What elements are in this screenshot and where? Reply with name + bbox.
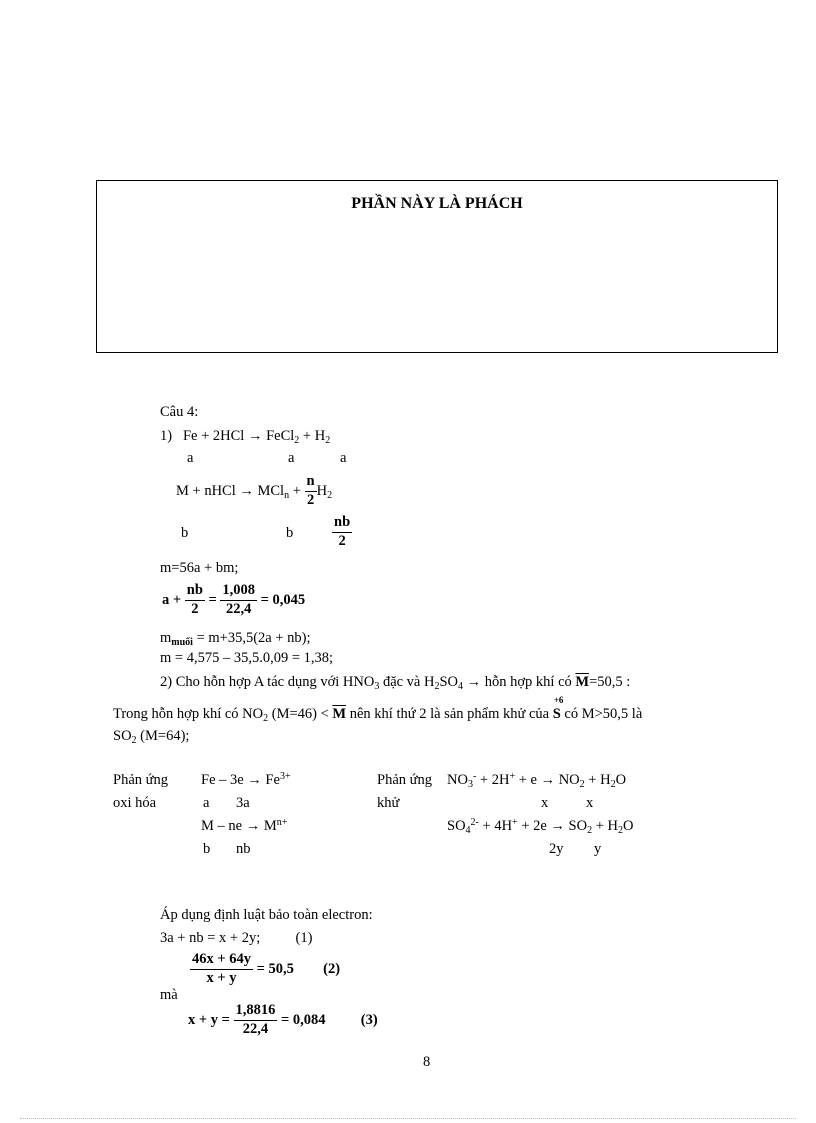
red-eq1-sub2b: 2 <box>610 779 616 790</box>
mass-equation: m=56a + bm; <box>160 560 239 576</box>
red-eq2-plus: + <box>512 817 518 828</box>
eq1-text: Fe + 2HCl → FeCl <box>182 428 295 444</box>
ox-eq1: Fe – 3e → Fe <box>201 772 280 788</box>
red-eq2-sup: 2- <box>470 817 479 828</box>
mole-frac1-num: nb <box>185 583 205 601</box>
salt-sub: muối <box>171 637 193 648</box>
red-eq2-b: + 4H <box>478 818 513 834</box>
red-eq2-d: + H <box>592 818 618 834</box>
eqn2-den: x + y <box>206 969 237 986</box>
mole-frac2 <box>220 583 257 618</box>
eq2-frac2 <box>332 515 352 550</box>
p2-l1-e: =50,5 : <box>589 674 631 690</box>
mass-calculation: m = 4,575 – 35,5.0,09 = 1,38; <box>160 650 334 666</box>
header-box <box>96 180 778 353</box>
ox-eq1-sup: 3+ <box>279 771 291 782</box>
p2-sub4: 4 <box>458 681 464 692</box>
question-heading: Câu 4: <box>160 404 199 420</box>
p2-l1-a: 2) Cho hỗn hợp A tác dụng với HNO <box>160 674 375 690</box>
p2-sub2: 2 <box>434 681 440 692</box>
eq1-coeff-a2: a <box>288 450 295 466</box>
mole-frac2-den: 22,4 <box>226 600 252 617</box>
sulfur-oxidation <box>552 695 564 722</box>
p2-sub3: 3 <box>374 681 380 692</box>
oxidation-label-2: oxi hóa <box>113 795 157 811</box>
eq1-coeff-a1: a <box>187 450 194 466</box>
eqn3-rhs: = 0,084 <box>281 1011 326 1028</box>
p2-l1-d: → hỗn hợp khí có <box>463 674 576 690</box>
mole-frac1 <box>185 583 205 618</box>
equation-fe-hcl <box>160 429 330 444</box>
salt-rest: = m+35,5(2a + nb); <box>192 630 311 646</box>
salt-mass-equation <box>160 631 311 646</box>
mole-lhs: a + <box>162 591 182 608</box>
eqn3-den: 22,4 <box>242 1020 269 1037</box>
p2-l2-sub: 2 <box>263 713 269 724</box>
ox-coef-3a: 3a <box>236 795 250 811</box>
eqn3-num: 1,8816 <box>234 1003 278 1021</box>
part2-line3 <box>113 729 189 744</box>
eq2-frac <box>305 474 317 509</box>
equation-3 <box>188 1003 378 1038</box>
eq2-coeff-frac <box>332 515 352 550</box>
part2-line2 <box>113 695 643 724</box>
equation-m-hcl <box>176 474 332 509</box>
mole-result: = 0,045 <box>260 591 306 608</box>
mole-equation <box>162 583 305 618</box>
red-eq1-a: NO <box>447 772 468 788</box>
eq1-coeff-a3: a <box>340 450 347 466</box>
ox-eq2: M – ne → M <box>201 818 277 834</box>
eq2-coeff-b1: b <box>181 525 189 541</box>
ox-eq2-sup: n+ <box>276 817 288 828</box>
p2-l1-c: SO <box>439 674 459 690</box>
eq2-plus: + <box>289 482 305 499</box>
page-number: 8 <box>423 1054 431 1070</box>
red-eq1-plus: + <box>509 771 516 782</box>
ox-coef-a: a <box>203 795 210 811</box>
mole-equals: = <box>208 591 217 608</box>
eq1-sub2: 2 <box>325 435 331 446</box>
red-coef-2y: 2y <box>549 841 564 857</box>
eq1-tail: + H <box>299 428 326 444</box>
oxidation-eq-fe <box>201 773 291 788</box>
eq2-frac2-num: nb <box>332 515 352 533</box>
eq2-frac-den: 2 <box>306 491 315 508</box>
red-eq2-sub4: 4 <box>465 825 471 836</box>
page-bottom-rule <box>20 1118 796 1119</box>
header-title: PHẦN NÀY LÀ PHÁCH <box>351 195 523 212</box>
oxidation-label-1: Phản ứng <box>113 772 168 788</box>
red-eq1-b: + 2H <box>476 772 510 788</box>
eqn1-text: 3a + nb = x + 2y; <box>160 930 261 946</box>
oxidation-eq-m <box>201 819 287 834</box>
eq2-sub: n <box>284 489 290 501</box>
ox-coef-b: b <box>203 841 211 857</box>
mbar-symbol-2: $\overline{M}$ <box>332 706 347 722</box>
eq2-frac-num: n <box>305 474 317 492</box>
eqn2-rhs: = 50,5 <box>256 960 294 977</box>
eq1-sub: 2 <box>294 435 300 446</box>
eqn2-frac <box>190 952 253 987</box>
eq2-coeff-b2: b <box>286 525 294 541</box>
reduction-eq-so4 <box>447 819 633 834</box>
sulfur-symbol: S <box>552 706 561 722</box>
part2-line1 <box>160 675 630 690</box>
ox-coef-nb: nb <box>236 841 251 857</box>
eq2-frac2-den: 2 <box>338 532 346 549</box>
p2-l3-b: (M=64); <box>136 728 190 744</box>
eqn1-tag: (1) <box>295 930 313 946</box>
eqn2-num: 46x + 64y <box>190 952 253 970</box>
part-label: 1) <box>160 428 173 444</box>
red-eq1-sub3: 3 <box>467 779 473 790</box>
red-eq1-c: + e → NO <box>515 772 580 788</box>
conservation-heading: Áp dụng định luật bảo toàn electron: <box>160 907 373 923</box>
red-eq1-sub2: 2 <box>579 779 585 790</box>
eq2-sub2: 2 <box>327 489 333 501</box>
red-coef-x2: x <box>586 795 594 811</box>
eqn3-lhs: x + y = <box>188 1011 230 1028</box>
p2-l3-sub: 2 <box>131 735 137 746</box>
red-eq2-e: O <box>623 818 634 834</box>
mbar-symbol: $\overline{M}$ <box>575 674 590 690</box>
eqn2-tag: (2) <box>323 960 341 977</box>
p2-l2-d: có M>50,5 là <box>560 706 643 722</box>
red-eq2-a: SO <box>447 818 466 834</box>
p2-l1-b: đặc và H <box>379 674 435 690</box>
eq2-text: M + nHCl → MCl <box>176 482 285 499</box>
p2-l2-b: (M=46) < <box>268 706 333 722</box>
mole-frac1-den: 2 <box>191 600 199 617</box>
reduction-eq-no3 <box>447 773 626 788</box>
eq2-tail: H <box>316 482 328 499</box>
p2-l2-c: nên khí thứ 2 là sản phẩm khử của <box>346 706 553 722</box>
mole-frac2-num: 1,008 <box>220 583 257 601</box>
salt-m: m <box>160 630 172 646</box>
red-eq2-sub2: 2 <box>587 825 593 836</box>
red-eq1-sup: - <box>472 771 477 782</box>
red-coef-y: y <box>594 841 602 857</box>
p2-l2-a: Trong hỗn hợp khí có NO <box>113 706 264 722</box>
eqn3-frac <box>234 1003 278 1038</box>
sulfur-ox-state: +6 <box>553 695 564 705</box>
reduction-label-2: khử <box>377 795 400 811</box>
red-eq1-d: + H <box>584 772 611 788</box>
p2-l3-a: SO <box>113 728 132 744</box>
red-coef-x1: x <box>541 795 549 811</box>
equation-1 <box>160 931 312 946</box>
reduction-label-1: Phản ứng <box>377 772 432 788</box>
red-eq2-c: + 2e → SO <box>517 818 588 834</box>
equation-2 <box>190 952 340 987</box>
red-eq1-e: O <box>615 772 627 788</box>
eqn3-tag: (3) <box>360 1011 378 1028</box>
ma-word: mà <box>160 987 178 1003</box>
red-eq2-sub2b: 2 <box>618 825 623 836</box>
